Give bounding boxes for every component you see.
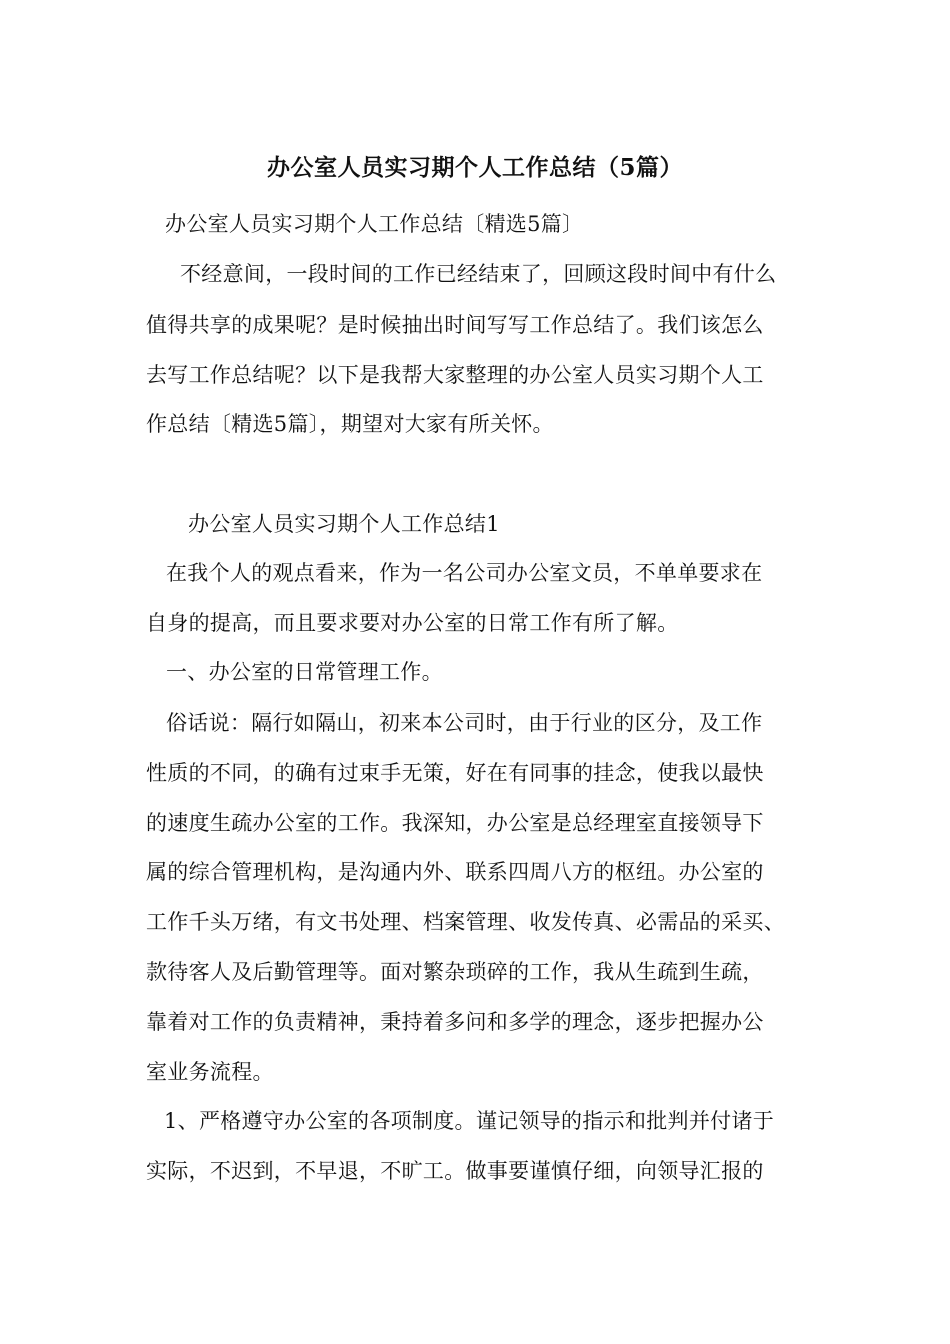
paragraph-line: 室业务流程。 bbox=[146, 1060, 274, 1084]
intro-line: 去写工作总结呢？以下是我帮大家整理的办公室人员实习期个人工 bbox=[146, 363, 764, 387]
paragraph-line: 性质的不同，的确有过束手无策，好在有同事的挂念，使我以最快 bbox=[146, 761, 764, 785]
paragraph-line: 实际，不迟到，不早退，不旷工。做事要谨慎仔细，向领导汇报的 bbox=[146, 1159, 764, 1183]
paragraph-line: 自身的提高，而且要求要对办公室的日常工作有所了解。 bbox=[146, 611, 679, 635]
document-title: 办公室人员实习期个人工作总结（5篇） bbox=[266, 154, 683, 181]
paragraph-line: 工作千头万绪，有文书处理、档案管理、收发传真、必需品的采买、 bbox=[146, 910, 785, 934]
paragraph-line: 在我个人的观点看来，作为一名公司办公室文员，不单单要求在 bbox=[166, 561, 763, 585]
section-heading: 办公室人员实习期个人工作总结1 bbox=[188, 512, 500, 536]
paragraph-line: 1、严格遵守办公室的各项制度。谨记领导的指示和批判并付诸于 bbox=[164, 1109, 775, 1133]
document-subtitle: 办公室人员实习期个人工作总结〔精选5篇〕 bbox=[165, 212, 584, 236]
intro-line: 值得共享的成果呢？是时候抽出时间写写工作总结了。我们该怎么 bbox=[146, 313, 764, 337]
intro-line: 作总结〔精选5篇〕，期望对大家有所关怀。 bbox=[146, 412, 554, 436]
sub-heading: 一、办公室的日常管理工作。 bbox=[166, 660, 443, 684]
paragraph-line: 的速度生疏办公室的工作。我深知，办公室是总经理室直接领导下 bbox=[146, 811, 764, 835]
paragraph-line: 俗话说：隔行如隔山，初来本公司时，由于行业的区分，及工作 bbox=[166, 711, 763, 735]
intro-line: 不经意间，一段时间的工作已经结束了，回顾这段时间中有什么 bbox=[180, 262, 777, 286]
paragraph-line: 属的综合管理机构，是沟通内外、联系四周八方的枢纽。办公室的 bbox=[146, 860, 764, 884]
paragraph-line: 款待客人及后勤管理等。面对繁杂琐碎的工作，我从生疏到生疏， bbox=[146, 960, 764, 984]
paragraph-line: 靠着对工作的负责精神，秉持着多问和多学的理念，逐步把握办公 bbox=[146, 1010, 764, 1034]
